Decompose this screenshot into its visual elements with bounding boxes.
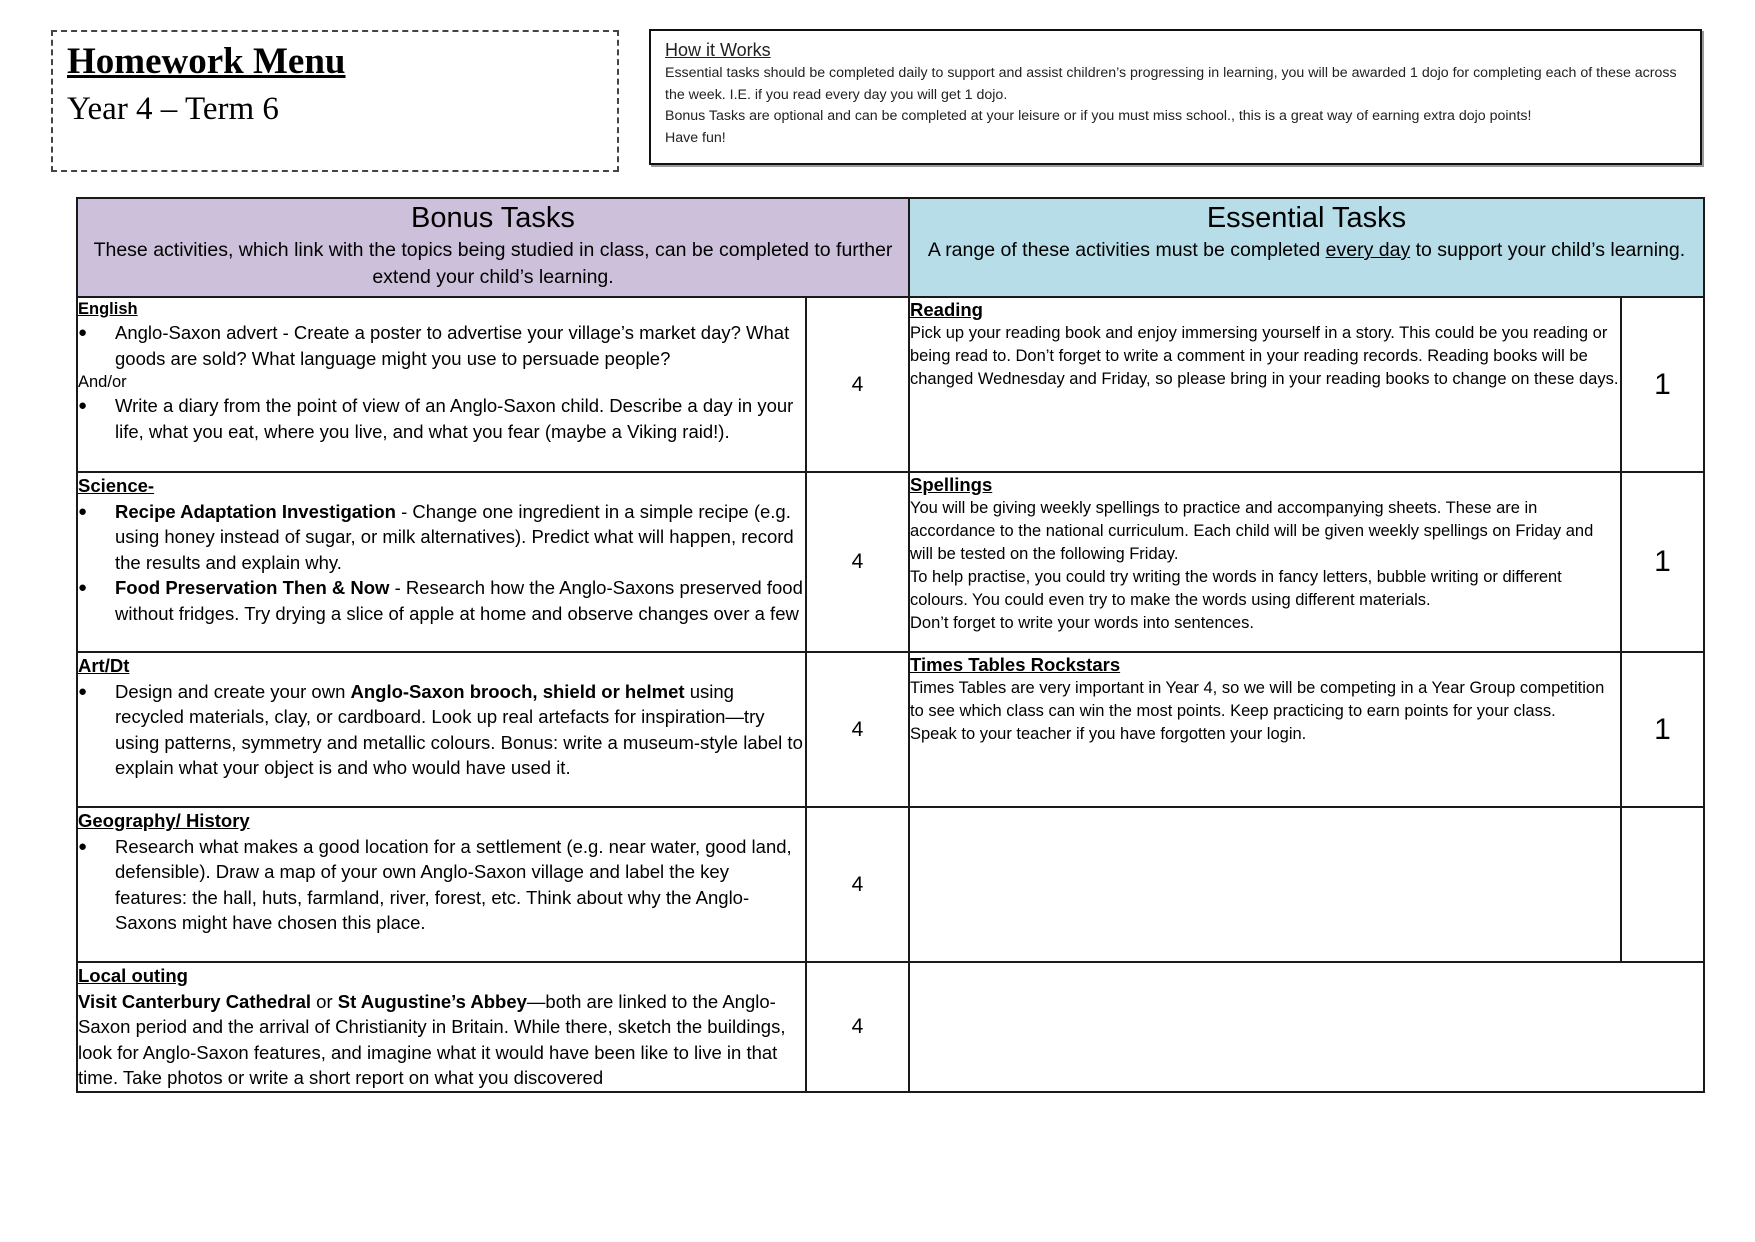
english-item-advert: ● Anglo-Saxon advert - Create a poster to advertise your village’s market day? What goods are sold? What language might you use to persuade people? bbox=[78, 320, 805, 371]
essential-tasks-header bbox=[909, 198, 1704, 297]
geography-item: ● Research what makes a good location for a settlement (e.g. near water, good land, defensible). Draw a map of your own Anglo-Saxon village and label the key features: the hall, huts, farmland, river, forest, etc. Think about why the Anglo-Saxons might have chosen this place. bbox=[78, 834, 805, 936]
art-heading: Art/Dt bbox=[78, 655, 130, 676]
ttrs-heading: Times Tables Rockstars bbox=[910, 654, 1121, 675]
science-item-recipe: ● Recipe Adaptation Investigation - Change one ingredient in a simple recipe (e.g. using honey instead of sugar, or milk alternatives). Predict what will happen, record the results and explain why. bbox=[78, 499, 805, 576]
page-subtitle: Year 4 – Term 6 bbox=[67, 91, 279, 127]
empty-essential-merged-cell bbox=[909, 962, 1704, 1092]
reading-heading: Reading bbox=[910, 299, 983, 320]
task-row-4 bbox=[77, 807, 1704, 962]
homework-menu-table bbox=[76, 197, 1705, 1093]
reading-text: Pick up your reading book and enjoy immersing yourself in a story. This could be you reading or being read to. Don’t forget to write a comment in your reading records. Reading books will be changed Wednesday and Friday, so please bring in your reading books to change on these days. bbox=[910, 324, 1619, 388]
essential-tasks-title: Essential Tasks bbox=[1206, 202, 1407, 234]
geography-heading: Geography/ History bbox=[78, 810, 250, 831]
spellings-task bbox=[909, 472, 1621, 652]
empty-points-cell bbox=[1621, 807, 1704, 962]
reading-points: 1 bbox=[1621, 297, 1704, 472]
how-it-works-line: Essential tasks should be completed daily to support and assist children’s progressing in learning, you will be awarded 1 dojo for completing each of these across the week. I.E. if you read every day you will get 1 dojo. bbox=[665, 65, 1677, 103]
science-task bbox=[77, 472, 806, 652]
task-row-2 bbox=[77, 472, 1704, 652]
reading-task bbox=[909, 297, 1621, 472]
how-it-works-line: Have fun! bbox=[665, 129, 726, 146]
header-row bbox=[77, 198, 1704, 297]
spellings-text: Don’t forget to write your words into sentences. bbox=[910, 614, 1254, 632]
science-points: 4 bbox=[806, 472, 909, 652]
bonus-tasks-title: Bonus Tasks bbox=[411, 202, 575, 234]
every-day-emphasis: every day bbox=[1325, 239, 1411, 261]
ttrs-text: Speak to your teacher if you have forgotten your login. bbox=[910, 725, 1307, 743]
english-item-diary: ● Write a diary from the point of view of an Anglo-Saxon child. Describe a day in your life, what you eat, where you live, and what you fear (maybe a Viking raid!). bbox=[78, 393, 805, 444]
art-task bbox=[77, 652, 806, 807]
title-box bbox=[51, 30, 619, 172]
ttrs-text: Times Tables are very important in Year 4, so we will be competing in a Year Group competition to see which class can win the most points. Keep practicing to earn points for your class. bbox=[910, 679, 1605, 720]
task-row-3 bbox=[77, 652, 1704, 807]
english-task bbox=[77, 297, 806, 472]
english-heading: English bbox=[78, 300, 138, 318]
english-points: 4 bbox=[806, 297, 909, 472]
geography-points: 4 bbox=[806, 807, 909, 962]
outing-task bbox=[77, 962, 806, 1092]
spellings-points: 1 bbox=[1621, 472, 1704, 652]
geography-task bbox=[77, 807, 806, 962]
english-andor: And/or bbox=[78, 373, 127, 391]
outing-points: 4 bbox=[806, 962, 909, 1092]
how-it-works-box bbox=[649, 29, 1702, 165]
bonus-tasks-header bbox=[77, 198, 909, 297]
bonus-tasks-description: These activities, which link with the topics being studied in class, can be completed to further extend your child’s learning. bbox=[93, 239, 893, 288]
task-row-5 bbox=[77, 962, 1704, 1092]
page-title: Homework Menu bbox=[67, 41, 346, 82]
spellings-text: You will be giving weekly spellings to practice and accompanying sheets. These are in accordance to the national curriculum. Each child will be given weekly spellings on Friday and will be tested on the following Friday. bbox=[910, 499, 1594, 563]
spellings-text: To help practise, you could try writing the words in fancy letters, bubble writing or different colours. You could even try to make the words using different materials. bbox=[910, 568, 1562, 609]
art-item: ● Design and create your own Anglo-Saxon brooch, shield or helmet using recycled materials, clay, or cardboard. Look up real artefacts for inspiration—try using patterns, symmetry and metallic colours. Bonus: write a museum-style label to explain what your object is and who would have used it. bbox=[78, 679, 805, 781]
essential-tasks-description: A range of these activities must be completed every day to support your child’s learning. bbox=[927, 239, 1686, 261]
science-heading: Science- bbox=[78, 475, 155, 496]
task-row-1 bbox=[77, 297, 1704, 472]
art-points: 4 bbox=[806, 652, 909, 807]
ttrs-task bbox=[909, 652, 1621, 807]
outing-text: Visit Canterbury Cathedral or St Augustine’s Abbey—both are linked to the Anglo-Saxon period and the arrival of Christianity in Britain. While there, sketch the buildings, look for Anglo-Saxon features, and imagine what it would have been like to live in that time. Take photos or write a short report on what you discovered bbox=[78, 990, 786, 1088]
how-it-works-title: How it Works bbox=[665, 40, 771, 60]
empty-essential-cell bbox=[909, 807, 1621, 962]
outing-heading: Local outing bbox=[78, 965, 188, 986]
ttrs-points: 1 bbox=[1621, 652, 1704, 807]
spellings-heading: Spellings bbox=[910, 474, 993, 495]
science-item-preservation: ● Food Preservation Then & Now - Research how the Anglo-Saxons preserved food without fridges. Try drying a slice of apple at home and observe changes over a few bbox=[78, 575, 805, 626]
how-it-works-line: Bonus Tasks are optional and can be completed at your leisure or if you must miss school., this is a great way of earning extra dojo points! bbox=[665, 108, 1532, 124]
